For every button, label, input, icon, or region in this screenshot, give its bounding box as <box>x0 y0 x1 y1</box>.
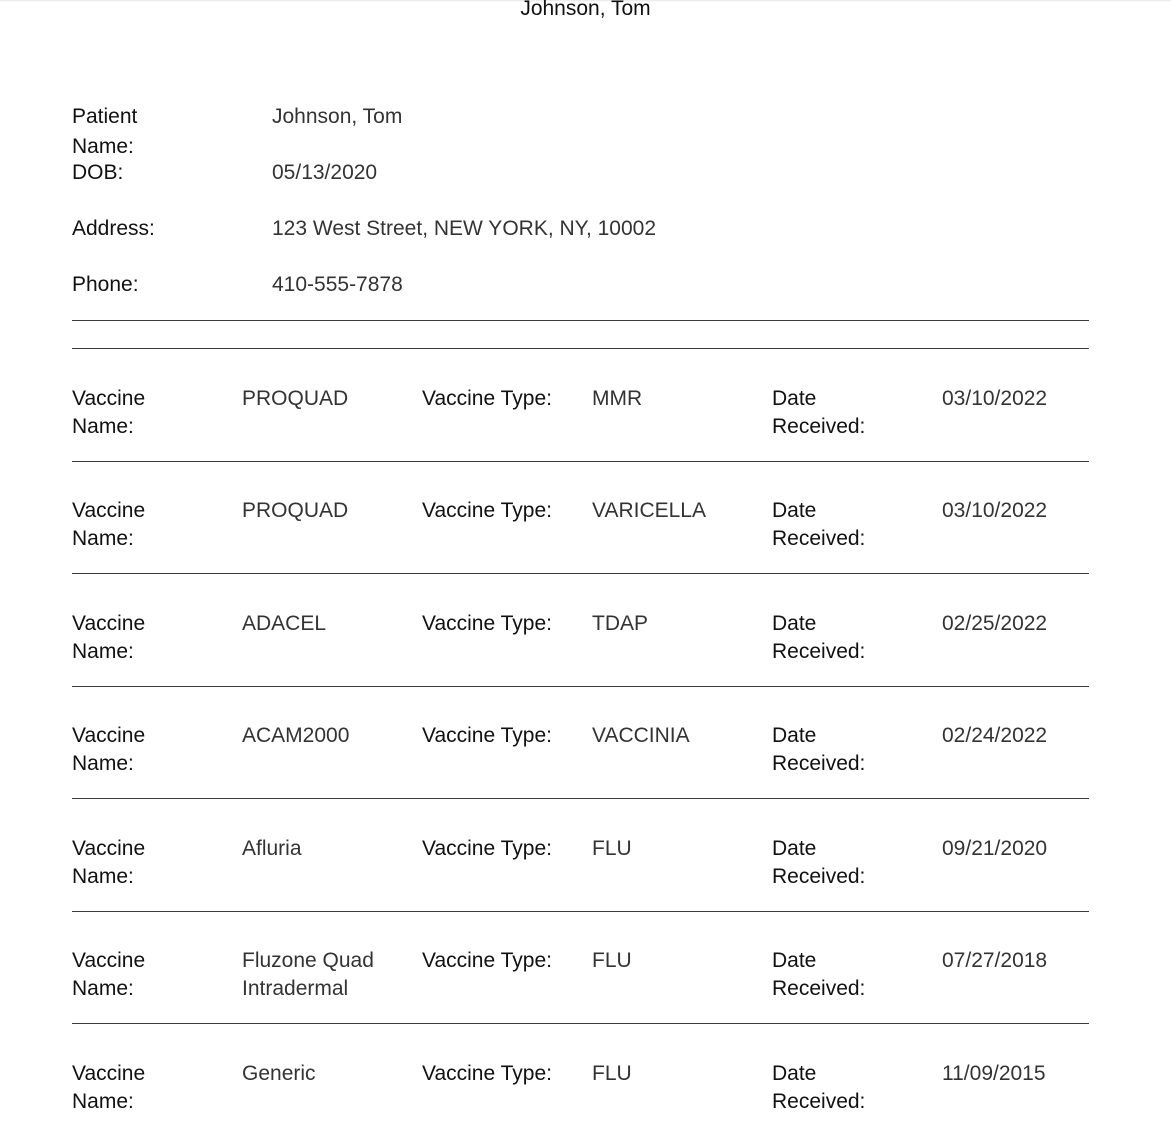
vaccine-type-value: TDAP <box>592 612 649 635</box>
phone-value: 410-555-7878 <box>272 273 403 296</box>
vaccine-name-value: PROQUAD <box>242 499 349 522</box>
patient-name-value: Johnson, Tom <box>272 105 403 128</box>
date-received-label: Date Received: <box>772 499 866 550</box>
date-received-value: 02/25/2022 <box>942 612 1048 635</box>
vaccine-type-value: FLU <box>592 1062 632 1085</box>
vaccine-name-value: Fluzone Quad Intradermal <box>242 949 374 1000</box>
date-received-label: Date Received: <box>772 1062 866 1113</box>
vaccine-name-value: PROQUAD <box>242 387 349 410</box>
vaccine-row <box>72 385 1089 445</box>
divider <box>72 1023 1089 1024</box>
vaccine-name-label: Vaccine Name: <box>72 724 146 775</box>
vaccine-name-label: Vaccine Name: <box>72 1062 146 1113</box>
vaccine-name-value: Afluria <box>242 837 302 860</box>
vaccine-row <box>72 610 1089 670</box>
vaccine-type-value: VACCINIA <box>592 724 690 747</box>
vaccine-row <box>72 1060 1089 1120</box>
vaccine-type-value: FLU <box>592 837 632 860</box>
divider <box>72 911 1089 912</box>
date-received-value: 03/10/2022 <box>942 499 1048 522</box>
address-value: 123 West Street, NEW YORK, NY, 10002 <box>272 217 657 240</box>
vaccine-name-label: Vaccine Name: <box>72 949 146 1000</box>
date-received-label: Date Received: <box>772 724 866 775</box>
vaccine-type-label: Vaccine Type: <box>422 949 552 972</box>
vaccine-name-value: Generic <box>242 1062 316 1085</box>
vaccine-type-label: Vaccine Type: <box>422 387 552 410</box>
date-received-value: 02/24/2022 <box>942 724 1048 747</box>
vaccine-type-label: Vaccine Type: <box>422 499 552 522</box>
date-received-label: Date Received: <box>772 387 866 438</box>
patient-name-label: Patient Name: <box>72 105 138 158</box>
divider <box>72 320 1089 321</box>
vaccine-name-label: Vaccine Name: <box>72 837 146 888</box>
vaccine-type-label: Vaccine Type: <box>422 837 552 860</box>
dob-label: DOB: <box>72 161 124 184</box>
phone-label: Phone: <box>72 273 139 296</box>
vaccine-type-value: FLU <box>592 949 632 972</box>
vaccine-name-label: Vaccine Name: <box>72 499 146 550</box>
vaccine-type-label: Vaccine Type: <box>422 724 552 747</box>
date-received-value: 07/27/2018 <box>942 949 1048 972</box>
vaccine-type-value: VARICELLA <box>592 499 706 522</box>
vaccine-type-label: Vaccine Type: <box>422 1062 552 1085</box>
divider <box>72 461 1089 462</box>
divider <box>72 573 1089 574</box>
vaccine-type-label: Vaccine Type: <box>422 612 552 635</box>
vaccine-row <box>72 497 1089 557</box>
divider <box>72 798 1089 799</box>
vaccine-name-label: Vaccine Name: <box>72 612 146 663</box>
vaccine-name-value: ACAM2000 <box>242 724 350 747</box>
page-title: Johnson, Tom <box>520 0 651 20</box>
vaccine-name-value: ADACEL <box>242 612 327 635</box>
vaccine-row <box>72 835 1089 895</box>
date-received-value: 09/21/2020 <box>942 837 1048 860</box>
vaccine-row <box>72 947 1089 1007</box>
vaccine-type-value: MMR <box>592 387 643 410</box>
divider <box>72 348 1089 349</box>
date-received-label: Date Received: <box>772 949 866 1000</box>
date-received-value: 11/09/2015 <box>942 1062 1046 1085</box>
date-received-label: Date Received: <box>772 612 866 663</box>
vaccine-row <box>72 722 1089 782</box>
address-label: Address: <box>72 217 155 240</box>
vaccine-name-label: Vaccine Name: <box>72 387 146 438</box>
date-received-value: 03/10/2022 <box>942 387 1048 410</box>
divider <box>72 686 1089 687</box>
date-received-label: Date Received: <box>772 837 866 888</box>
dob-value: 05/13/2020 <box>272 161 378 184</box>
